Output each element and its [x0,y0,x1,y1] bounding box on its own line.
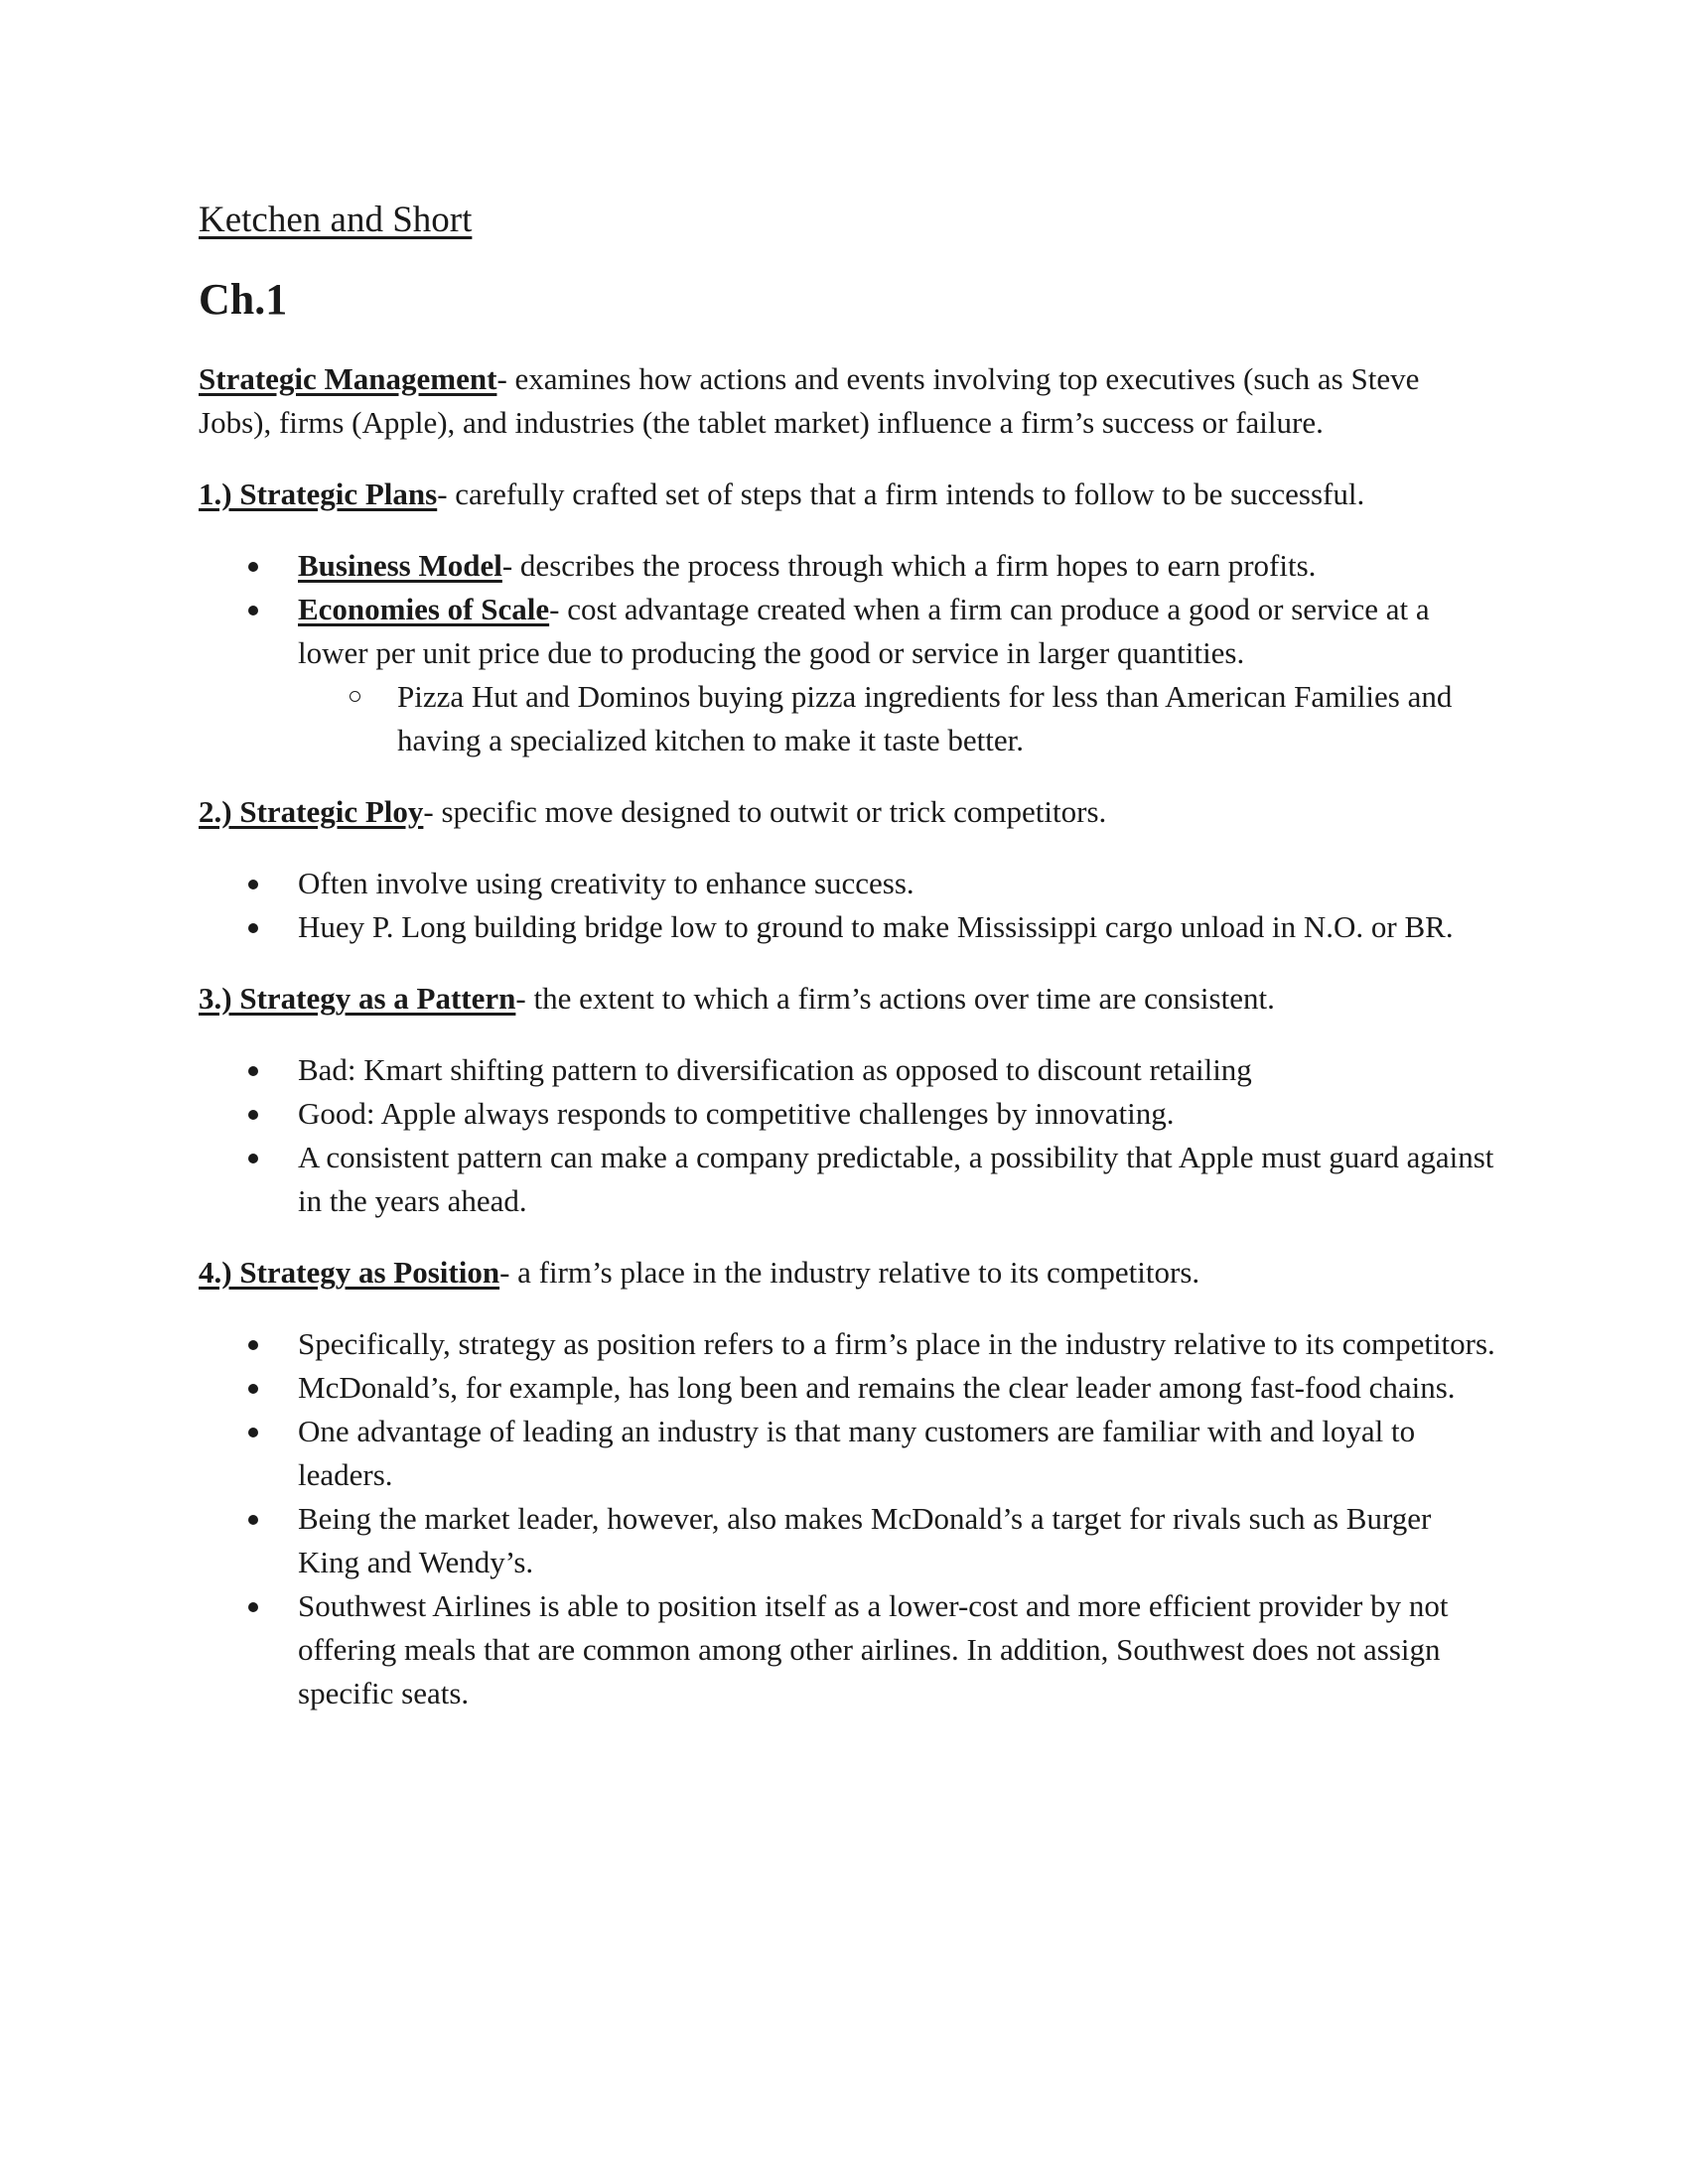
bullet-definition: - describes the process through which a firm hopes to earn profits. [501,548,1317,583]
section-term: 4.) Strategy as Position [199,1255,500,1290]
section-term: 1.) Strategic Plans [199,477,438,511]
bullet-list [199,1322,1499,1715]
intro-definition: - examines how actions and events involving top executives (such as Steve Jobs), firms (Apple), and industries (the tablet market) influence a firm’s success or failure. [199,361,1420,440]
bullet-list [199,862,1499,949]
section-term: 3.) Strategy as a Pattern [199,981,516,1016]
list-item: Huey P. Long building bridge low to ground to make Mississippi cargo unload in N.O. or BR. [199,905,1499,949]
bullet-list [199,1048,1499,1223]
section-heading-strategy-as-pattern [199,977,1499,1021]
list-item: Good: Apple always responds to competitive challenges by innovating. [199,1092,1499,1136]
document-title: Ketchen and Short [199,200,473,240]
section-heading-strategy-as-position [199,1251,1499,1295]
bullet-term: Business Model [298,548,502,583]
bullet-definition: - cost advantage created when a firm can produce a good or service at a lower per unit price due to producing the good or service in larger quantities. [298,592,1430,670]
chapter-heading: Ch.1 [199,275,288,324]
list-item: Bad: Kmart shifting pattern to diversification as opposed to discount retailing [199,1048,1499,1092]
section-definition: - the extent to which a firm’s actions over time are consistent. [515,981,1275,1016]
list-item [199,588,1499,762]
section-heading-strategic-plans [199,473,1499,516]
intro-term: Strategic Management [199,361,497,396]
section-definition: - specific move designed to outwit or trick competitors. [423,794,1107,829]
list-item: Southwest Airlines is able to position itself as a lower-cost and more efficient provider by not offering meals that are common among other airlines. In addition, Southwest does not assign specific seats. [199,1584,1499,1715]
bullet-term: Economies of Scale [298,592,550,626]
list-item: Often involve using creativity to enhance success. [199,862,1499,905]
intro-paragraph [199,357,1499,445]
section-term: 2.) Strategic Ploy [199,794,424,829]
list-item [199,544,1499,588]
bullet-list [199,544,1499,762]
list-item: One advantage of leading an industry is that many customers are familiar with and loyal to leaders. [199,1410,1499,1497]
section-heading-strategic-ploy [199,790,1499,834]
list-item: McDonald’s, for example, has long been and remains the clear leader among fast-food chains. [199,1366,1499,1410]
sub-list-item: Pizza Hut and Dominos buying pizza ingredients for less than American Families and having a specialized kitchen to make it taste better. [298,675,1499,762]
sub-bullet-list [298,675,1499,762]
document-body [199,195,1499,1715]
section-definition: - a firm’s place in the industry relative to its competitors. [499,1255,1200,1290]
list-item: Being the market leader, however, also makes McDonald’s a target for rivals such as Burger King and Wendy’s. [199,1497,1499,1584]
list-item: Specifically, strategy as position refers to a firm’s place in the industry relative to its competitors. [199,1322,1499,1366]
section-definition: - carefully crafted set of steps that a firm intends to follow to be successful. [437,477,1365,511]
list-item: A consistent pattern can make a company predictable, a possibility that Apple must guard against in the years ahead. [199,1136,1499,1223]
